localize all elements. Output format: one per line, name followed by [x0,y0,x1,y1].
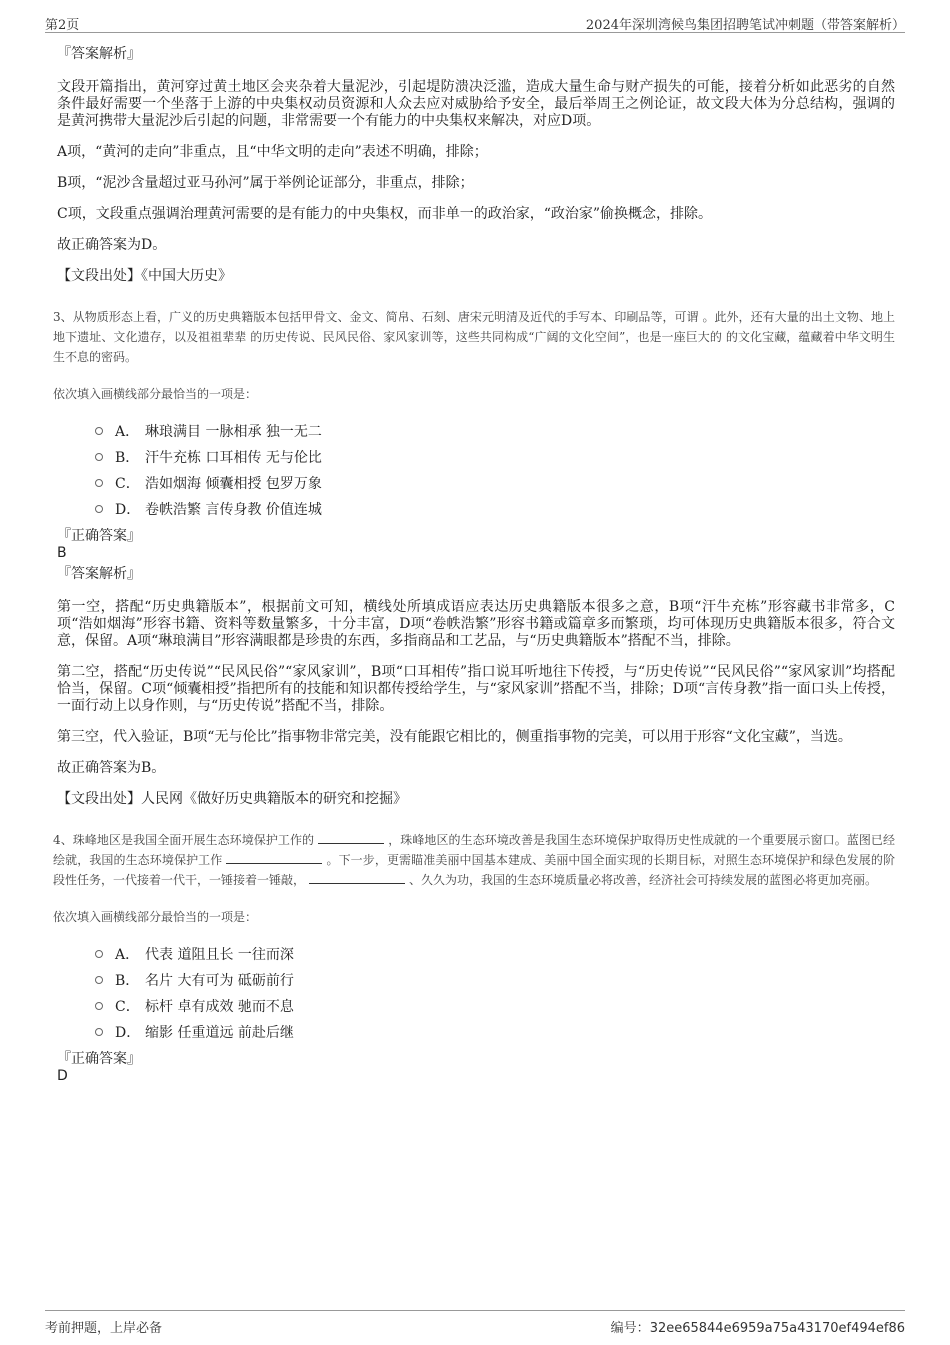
option-d[interactable] [95,496,895,522]
option-letter: A． [115,424,140,440]
document-code [611,1317,905,1336]
option-text: 代表 道阻且长 一往而深 [145,947,294,963]
analysis-label: 『答案解析』 [57,566,141,582]
correct-answer-label: 『正确答案』 [57,528,141,544]
radio-icon[interactable] [95,453,103,461]
option-letter: B． [115,973,140,989]
option-a[interactable] [95,941,895,967]
analysis-paragraph: 第三空，代入验证，B项“无与伦比”指事物非常完美，没有能跟它相比的，侧重指事物的完美，可以用于形容“文化宝藏”，当选。 [57,729,852,745]
radio-icon[interactable] [95,950,103,958]
option-a[interactable] [95,418,895,444]
footer-slogan: 考前押题，上岸必备 [45,1321,163,1336]
analysis-paragraph: 第一空，搭配“历史典籍版本”，根据前文可知，横线处所填成语应表达历史典籍版本很多之意，B项“汗牛充栋”形容藏书非常多，C项“浩如烟海”形容书籍、资料等数量繁多，十分丰富，D项“卷帙浩繁”形容书籍或篇章多而繁琐，均可体现历史典籍版本很多，符合文意，保留。A项“琳琅满目”形容满眼都是珍贵的东西，多指商品和工艺品，与“历史典籍版本”搭配不当，排除。 [57,599,895,649]
option-letter: C． [115,476,140,492]
page-content [53,46,895,1089]
analysis-paragraph: A项，“黄河的走向”非重点，且“中华文明的走向”表述不明确，排除； [57,144,488,160]
fill-blank [226,851,322,864]
page-header [45,12,905,33]
question-text-segment: ，珠峰地区的生态环境改善是我国生态环境保护取得历史性成就的一个重要展示窗口。蓝图已经绘就，我国的生态环境保护工作 [53,833,895,867]
radio-icon[interactable] [95,479,103,487]
analysis-paragraph: 故正确答案为D。 [57,237,167,253]
question-text-segment: 、久久为功，我国的生态环境质量必将改善，经济社会可持续发展的蓝图必将更加亮丽。 [409,873,878,887]
radio-icon[interactable] [95,976,103,984]
option-b[interactable] [95,967,895,993]
analysis-paragraph: 故正确答案为B。 [57,760,166,776]
correct-answer: D [57,1068,68,1084]
option-letter: A． [115,947,140,963]
radio-icon[interactable] [95,427,103,435]
option-letter: C． [115,999,140,1015]
question-3-options [57,418,895,522]
question-3-prompt: 依次填入画横线部分最恰当的一项是： [53,387,258,401]
question-4-prompt: 依次填入画横线部分最恰当的一项是： [53,910,258,924]
page-number: 第2页 [45,18,80,33]
question-4-options [57,941,895,1045]
code-label: 编号： [610,1321,650,1336]
radio-icon[interactable] [95,1028,103,1036]
analysis-label: 『答案解析』 [57,46,141,62]
fill-blank [309,871,405,884]
question-text-segment: 4、珠峰地区是我国全面开展生态环境保护工作的 [53,833,315,847]
option-text: 汗牛充栋 口耳相传 无与伦比 [145,450,322,466]
analysis-paragraph: C项，文段重点强调治理黄河需要的是有能力的中央集权，而非单一的政治家，“政治家”偷换概念，排除。 [57,206,713,222]
option-text: 名片 大有可为 砥砺前行 [145,973,294,989]
option-text: 琳琅满目 一脉相承 独一无二 [145,424,322,440]
option-c[interactable] [95,470,895,496]
passage-source: 【文段出处】《中国大历史》 [57,268,232,284]
option-text: 浩如烟海 倾囊相授 包罗万象 [145,476,322,492]
option-b[interactable] [95,444,895,470]
option-text: 标杆 卓有成效 驰而不息 [145,999,294,1015]
radio-icon[interactable] [95,505,103,513]
option-letter: D． [115,502,141,518]
analysis-paragraph: 第二空，搭配“历史传说”“民风民俗”“家风家训”，B项“口耳相传”指口说耳听地往下传授，与“历史传说”“民风民俗”“家风家训”均搭配恰当，保留。C项“倾囊相授”指把所有的技能和知识都传授给学生，与“家风家训”搭配不当，排除；D项“言传身教”指一面口头上传授，一面行动上以身作则，与“历史传说”搭配不当，排除。 [57,664,895,714]
analysis-paragraph: B项，“泥沙含量超过亚马孙河”属于举例论证部分，非重点，排除； [57,175,474,191]
correct-answer-label: 『正确答案』 [57,1051,141,1067]
correct-answer: B [57,545,67,561]
option-d[interactable] [95,1019,895,1045]
code-value: 32ee65844e6959a75a43170ef494ef86 [649,1321,905,1336]
option-letter: D． [115,1025,141,1041]
option-letter: B． [115,450,140,466]
analysis-paragraph: 文段开篇指出，黄河穿过黄土地区会夹杂着大量泥沙，引起堤防溃决泛滥，造成大量生命与财产损失的可能，接着分析如此恶劣的自然条件最好需要一个坐落于上游的中央集权动员资源和人众去应对威胁给予安全，最后举周王之例论证，故文段大体为分总结构，强调的是黄河携带大量泥沙后引起的问题，非常需要一个有能力的中央集权来解决，对应D项。 [57,79,895,129]
option-text: 卷帙浩繁 言传身教 价值连城 [145,502,322,518]
page-footer [45,1310,905,1339]
question-4-text [53,830,895,890]
question-text-segment: 。下一步，更需瞄准美丽中国基本建成、美丽中国全面实现的长期目标，对照生态环境保护和绿色发展的阶段性任务，一代接着一代干，一锤接着一锤敲， [53,853,895,887]
option-c[interactable] [95,993,895,1019]
passage-source: 【文段出处】人民网《做好历史典籍版本的研究和挖掘》 [57,791,407,807]
document-title: 2024年深圳湾候鸟集团招聘笔试冲刺题（带答案解析） [585,18,905,33]
question-3-text: 3、从物质形态上看，广义的历史典籍版本包括甲骨文、金文、简帛、石刻、唐宋元明清及近代的手写本、印刷品等，可谓 。此外，还有大量的出土文物、地上地下遗址、文化遗存，以及祖祖辈辈 的历史传说、民风民俗、家风家训等，这些共同构成“广阔的文化空间”，也是一座巨大的 的文化宝藏，蕴藏着中华文明生生不息的密码。 [53,310,895,364]
radio-icon[interactable] [95,1002,103,1010]
option-text: 缩影 任重道远 前赴后继 [145,1025,294,1041]
fill-blank [318,831,384,844]
